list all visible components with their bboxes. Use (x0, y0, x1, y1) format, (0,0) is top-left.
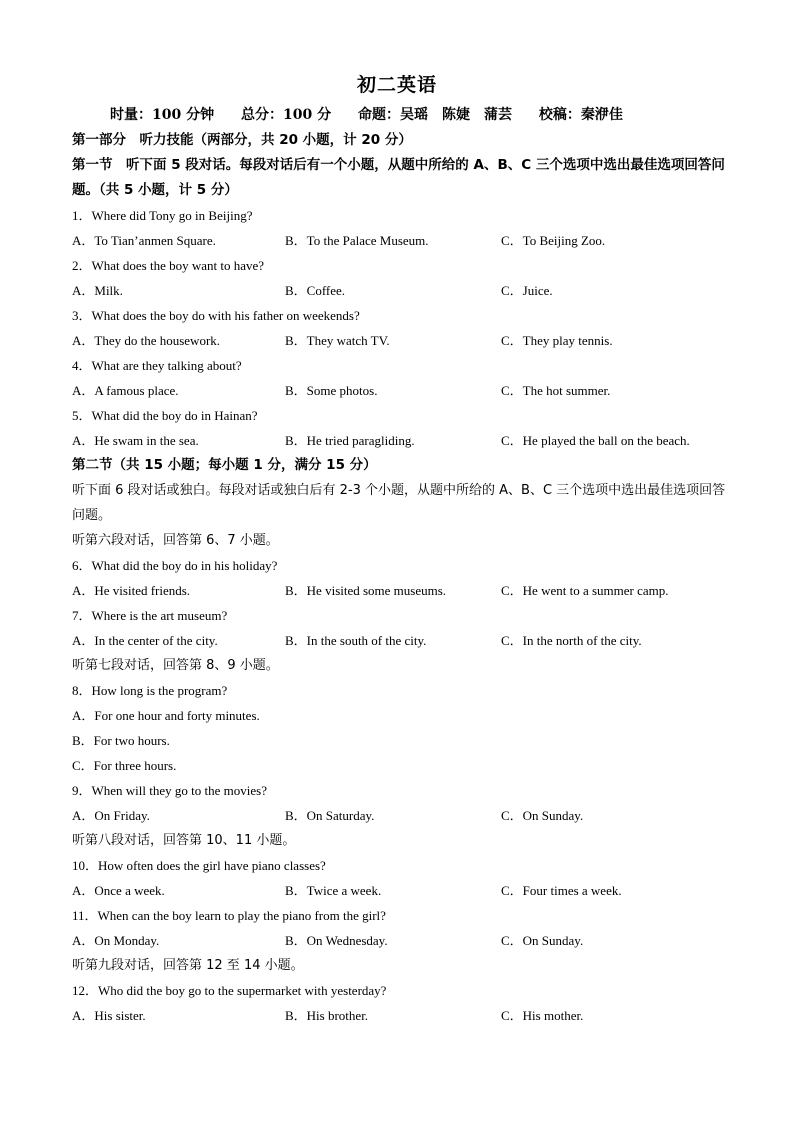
option-b: B．To the Palace Museum. (285, 233, 429, 248)
option-b: B．Some photos. (285, 383, 378, 398)
dialog-9-intro: 听第九段对话，回答第 12 至 14 小题。 (72, 958, 304, 973)
options-3 (72, 328, 732, 353)
option-b: B．On Wednesday. (285, 933, 388, 948)
option-a: A．His sister. (72, 1008, 146, 1023)
option-c: C．In the north of the city. (501, 633, 642, 648)
section2-heading: 第二节（共 15 小题；每小题 1 分，满分 15 分） (72, 457, 377, 473)
option-b: B．For two hours. (72, 733, 170, 748)
options-4 (72, 378, 732, 403)
option-a: A．A famous place. (72, 383, 179, 398)
question-12: 12．Who did the boy go to the supermarket with yesterday? (72, 983, 387, 998)
option-b: B．Twice a week. (285, 883, 382, 898)
question-8: 8．How long is the program? (72, 683, 228, 698)
authors: 命题：吴瑶 陈婕 蒲芸 (357, 107, 512, 123)
options-5 (72, 428, 732, 453)
option-c: C．For three hours. (72, 758, 177, 773)
option-b: B．They watch TV. (285, 333, 390, 348)
options-12 (72, 1003, 732, 1028)
option-a: A．In the center of the city. (72, 633, 218, 648)
question-2: 2．What does the boy want to have? (72, 258, 265, 273)
option-a: A．On Monday. (72, 933, 160, 948)
question-9: 9．When will they go to the movies? (72, 783, 267, 798)
exam-title: 初二英语 (356, 74, 437, 96)
option-c: C．Juice. (501, 283, 553, 298)
options-1 (72, 228, 732, 253)
option-c: C．He went to a summer camp. (501, 583, 669, 598)
question-1: 1．Where did Tony go in Beijing? (72, 208, 253, 223)
question-6: 6．What did the boy do in his holiday? (72, 558, 278, 573)
option-c: C．Four times a week. (501, 883, 622, 898)
options-6 (72, 578, 732, 603)
exam-meta (110, 104, 645, 124)
option-b: B．In the south of the city. (285, 633, 427, 648)
option-a: A．He swam in the sea. (72, 433, 199, 448)
option-c: C．On Sunday. (501, 933, 584, 948)
total-score: 总分：100 分 (240, 107, 332, 123)
question-5: 5．What did the boy do in Hainan? (72, 408, 258, 423)
option-a: A．He visited friends. (72, 583, 191, 598)
question-11: 11．When can the boy learn to play the piano from the girl? (72, 908, 386, 923)
duration: 时量：100 分钟 (110, 107, 215, 123)
option-a: A．They do the housework. (72, 333, 221, 348)
question-7: 7．Where is the art museum? (72, 608, 228, 623)
proofreader: 校稿：秦洢佳 (538, 107, 623, 123)
option-a: A．Once a week. (72, 883, 165, 898)
dialog-7-intro: 听第七段对话，回答第 8、9 小题。 (72, 658, 279, 673)
options-10 (72, 878, 732, 903)
dialog-8-intro: 听第八段对话，回答第 10、11 小题。 (72, 833, 296, 848)
option-b: B．Coffee. (285, 283, 346, 298)
option-a: A．For one hour and forty minutes. (72, 708, 260, 723)
option-a: A．To Tian’anmen Square. (72, 233, 216, 248)
options-11 (72, 928, 732, 953)
option-c: C．They play tennis. (501, 333, 613, 348)
section1-instruction: 第一节 听下面 5 段对话。每段对话后有一个小题，从题中所给的 A、B、C 三个选项中选出最佳选项回答问题。（共 5 小题，计 5 分） (72, 157, 725, 198)
option-b: B．On Saturday. (285, 808, 375, 823)
question-10: 10．How often does the girl have piano classes? (72, 858, 326, 873)
options-9 (72, 803, 732, 828)
option-a: A．Milk. (72, 283, 123, 298)
option-c: C．On Sunday. (501, 808, 584, 823)
question-4: 4．What are they talking about? (72, 358, 242, 373)
option-b: B．He visited some museums. (285, 583, 447, 598)
option-c: C．His mother. (501, 1008, 584, 1023)
option-c: C．The hot summer. (501, 383, 611, 398)
option-b: B．He tried paragliding. (285, 433, 415, 448)
exam-body (72, 128, 732, 1028)
dialog-6-intro: 听第六段对话，回答第 6、7 小题。 (72, 533, 279, 548)
option-a: A．On Friday. (72, 808, 150, 823)
option-b: B．His brother. (285, 1008, 369, 1023)
part1-heading: 第一部分 听力技能（两部分，共 20 小题，计 20 分） (72, 132, 412, 148)
option-c: C．To Beijing Zoo. (501, 233, 606, 248)
question-3: 3．What does the boy do with his father on weekends? (72, 308, 360, 323)
options-7 (72, 628, 732, 653)
options-2 (72, 278, 732, 303)
section2-instruction: 听下面 6 段对话或独白。每段对话或独白后有 2-3 个小题，从题中所给的 A、B、C 三个选项中选出最佳选项回答问题。 (72, 483, 726, 523)
option-c: C．He played the ball on the beach. (501, 433, 690, 448)
